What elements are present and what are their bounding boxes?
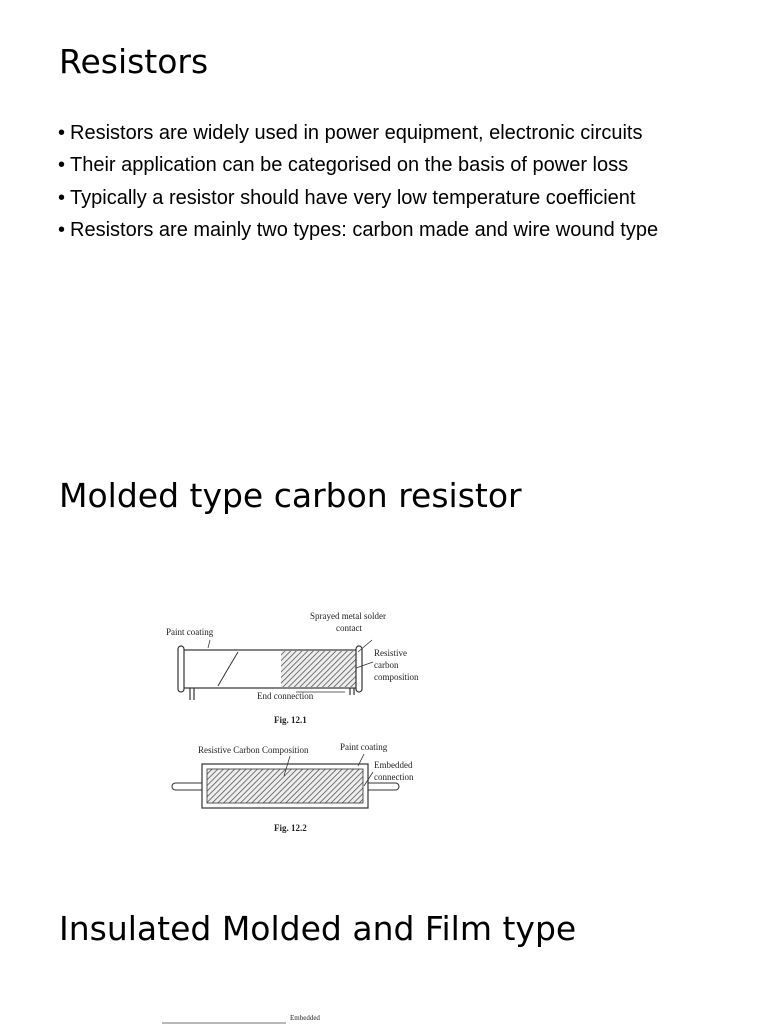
label-sprayed-metal: Sprayed metal solder: [310, 611, 386, 621]
section-title-insulated-film: Insulated Molded and Film type: [59, 909, 577, 948]
label-embedded-partial: Embedded: [290, 1014, 320, 1022]
label-embedded: Embedded: [374, 760, 413, 770]
label-composition: composition: [374, 672, 419, 682]
bullet-item: • Resistors are mainly two types: carbon made and wire wound type: [58, 214, 658, 246]
caption-fig-12-1: Fig. 12.1: [274, 715, 307, 725]
bullet-item: • Their application can be categorised on the basis of power loss: [58, 149, 658, 181]
section-title-molded-carbon: Molded type carbon resistor: [59, 476, 522, 515]
label-paint-coating-2: Paint coating: [340, 742, 388, 752]
bullet-item: • Resistors are widely used in power equipment, electronic circuits: [58, 117, 658, 149]
label-resistive-carbon-composition: Resistive Carbon Composition: [198, 745, 309, 755]
insulated-resistor-figure: [100, 1012, 380, 1024]
label-carbon: carbon: [374, 660, 399, 670]
molded-resistor-figure: [160, 600, 450, 845]
caption-fig-12-2: Fig. 12.2: [274, 823, 307, 833]
section-title-resistors: Resistors: [59, 42, 209, 81]
bullet-list: [58, 117, 658, 246]
label-connection: connection: [374, 772, 414, 782]
label-resistive: Resistive: [374, 648, 407, 658]
label-sprayed-contact: contact: [336, 623, 362, 633]
label-paint-coating: Paint coating: [166, 627, 214, 637]
label-end-connection: End connection: [257, 691, 314, 701]
bullet-item: • Typically a resistor should have very low temperature coefficient: [58, 182, 658, 214]
fig-12-2-drawing: [172, 754, 399, 808]
